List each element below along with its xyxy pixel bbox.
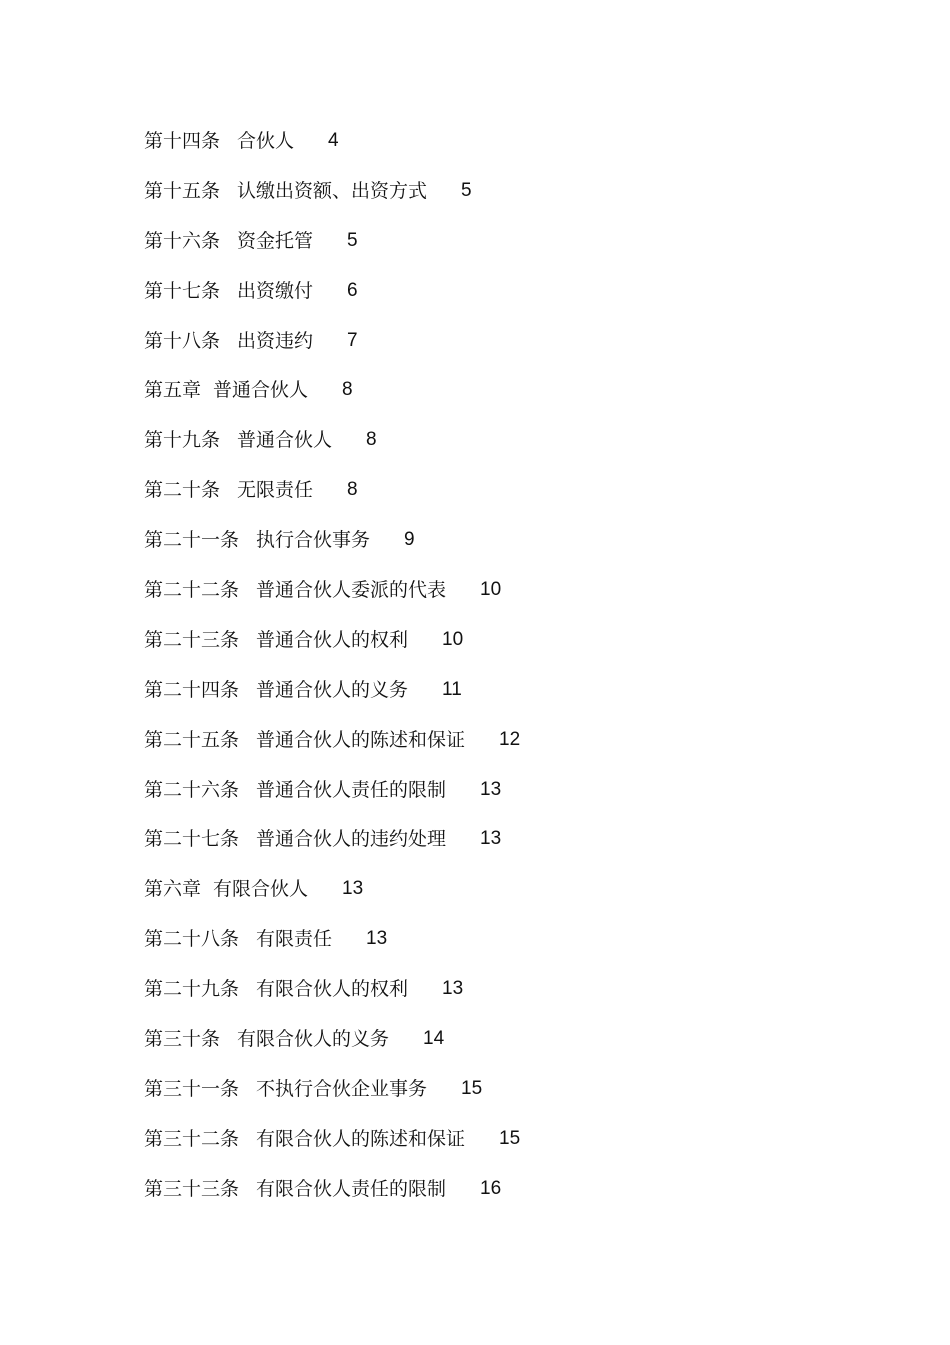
toc-entry-page-number: 15	[461, 1077, 483, 1099]
toc-entry-page-number: 7	[347, 329, 358, 351]
toc-entry-label: 第二十一条	[144, 529, 240, 552]
toc-entry-page-number: 11	[442, 678, 462, 700]
toc-entry-label: 第二十五条	[144, 728, 240, 751]
toc-entry[interactable]	[144, 326, 904, 376]
toc-entry-title: 普通合伙人	[237, 429, 333, 452]
toc-entry-title: 有限合伙人责任的限制	[256, 1177, 447, 1200]
toc-entry-title: 普通合伙人	[213, 379, 309, 402]
toc-entry[interactable]	[144, 276, 904, 326]
toc-entry-page-number: 13	[342, 878, 364, 900]
toc-entry-title: 合伙人	[237, 130, 295, 152]
toc-entry-page-number: 4	[328, 130, 339, 151]
toc-entry-title: 普通合伙人委派的代表	[256, 579, 447, 602]
toc-entry-label: 第十五条	[144, 179, 221, 202]
toc-entry[interactable]	[144, 775, 904, 825]
toc-entry-label: 第二十八条	[144, 928, 240, 951]
toc-entry[interactable]	[144, 475, 904, 525]
toc-entry-label: 第二十六条	[144, 778, 240, 801]
toc-entry-page-number: 16	[480, 1177, 502, 1199]
toc-entry-title: 有限合伙人的义务	[237, 1028, 390, 1051]
toc-entry-label: 第三十一条	[144, 1077, 240, 1100]
toc-entry-page-number: 13	[442, 978, 464, 1000]
toc-entry-title: 认缴出资额、出资方式	[237, 179, 428, 202]
toc-entry-page-number: 15	[499, 1127, 521, 1149]
toc-entry-page-number: 8	[347, 479, 358, 501]
toc-entry-title: 普通合伙人责任的限制	[256, 778, 447, 801]
toc-entry[interactable]	[144, 525, 904, 575]
toc-entry-page-number: 8	[366, 429, 377, 451]
toc-entry-title: 有限合伙人的权利	[256, 978, 409, 1001]
toc-chapter-entry[interactable]	[144, 375, 904, 425]
toc-entry[interactable]	[144, 425, 904, 475]
toc-chapter-entry[interactable]	[144, 874, 904, 924]
toc-entry-title: 普通合伙人的权利	[256, 628, 409, 651]
toc-entry-title: 有限责任	[256, 928, 333, 951]
toc-entry-page-number: 10	[480, 579, 502, 601]
toc-entry[interactable]	[144, 675, 904, 725]
toc-entry-title: 有限合伙人的陈述和保证	[256, 1127, 466, 1150]
toc-entry-page-number: 13	[480, 828, 502, 850]
toc-entry-label: 第二十二条	[144, 579, 240, 602]
toc-entry[interactable]	[144, 824, 904, 874]
toc-entry-page-number: 12	[499, 728, 521, 750]
toc-entry-page-number: 13	[480, 778, 502, 800]
toc-entry-label: 第十八条	[144, 329, 221, 352]
toc-entry-label: 第二十九条	[144, 978, 240, 1001]
toc-entry-title: 资金托管	[237, 229, 314, 252]
toc-entry[interactable]	[144, 1124, 904, 1174]
toc-entry-title: 不执行合伙企业事务	[256, 1077, 428, 1100]
toc-entry-title: 普通合伙人的义务	[256, 678, 409, 701]
toc-entry-title: 普通合伙人的违约处理	[256, 828, 447, 851]
toc-entry-label: 第二十四条	[144, 678, 240, 701]
toc-entry-label: 第十六条	[144, 229, 221, 252]
toc-entry-label: 第二十三条	[144, 628, 240, 651]
toc-entry-title: 出资缴付	[237, 279, 314, 302]
toc-entry[interactable]	[144, 1074, 904, 1124]
toc-entry[interactable]	[144, 924, 904, 974]
toc-entry-label: 第三十三条	[144, 1177, 240, 1200]
toc-entry-label: 第十九条	[144, 429, 221, 452]
toc-entry[interactable]	[144, 226, 904, 276]
toc-entry[interactable]	[144, 974, 904, 1024]
toc-entry[interactable]	[144, 176, 904, 226]
toc-entry[interactable]	[144, 1024, 904, 1074]
toc-entry-page-number: 9	[404, 529, 415, 551]
toc-entry[interactable]	[144, 1174, 904, 1224]
toc-entry-title: 无限责任	[237, 479, 314, 502]
toc-entry-page-number: 5	[347, 229, 358, 251]
toc-entry-title: 有限合伙人	[213, 878, 309, 901]
toc-entry[interactable]	[144, 725, 904, 775]
toc-entry[interactable]	[144, 126, 904, 176]
toc-entry-page-number: 6	[347, 279, 358, 301]
toc-entry[interactable]	[144, 625, 904, 675]
toc-entry-title: 出资违约	[237, 329, 314, 352]
toc-entry-page-number: 5	[461, 179, 472, 201]
toc-entry-page-number: 10	[442, 628, 464, 650]
toc-entry-label: 第十四条	[144, 130, 221, 152]
toc-entry-label: 第六章	[144, 878, 202, 901]
toc-entry-label: 第二十条	[144, 479, 221, 502]
toc-entry[interactable]	[144, 575, 904, 625]
toc-entry-title: 执行合伙事务	[256, 529, 371, 552]
toc-entry-label: 第三十二条	[144, 1127, 240, 1150]
toc-entry-label: 第十七条	[144, 279, 221, 302]
toc-entry-label: 第三十条	[144, 1028, 221, 1051]
toc-entry-page-number: 8	[342, 379, 353, 401]
toc-entry-title: 普通合伙人的陈述和保证	[256, 728, 466, 751]
table-of-contents	[144, 126, 904, 1224]
toc-entry-label: 第五章	[144, 379, 202, 402]
toc-entry-page-number: 13	[366, 928, 388, 950]
toc-entry-label: 第二十七条	[144, 828, 240, 851]
toc-entry-page-number: 14	[423, 1028, 445, 1050]
